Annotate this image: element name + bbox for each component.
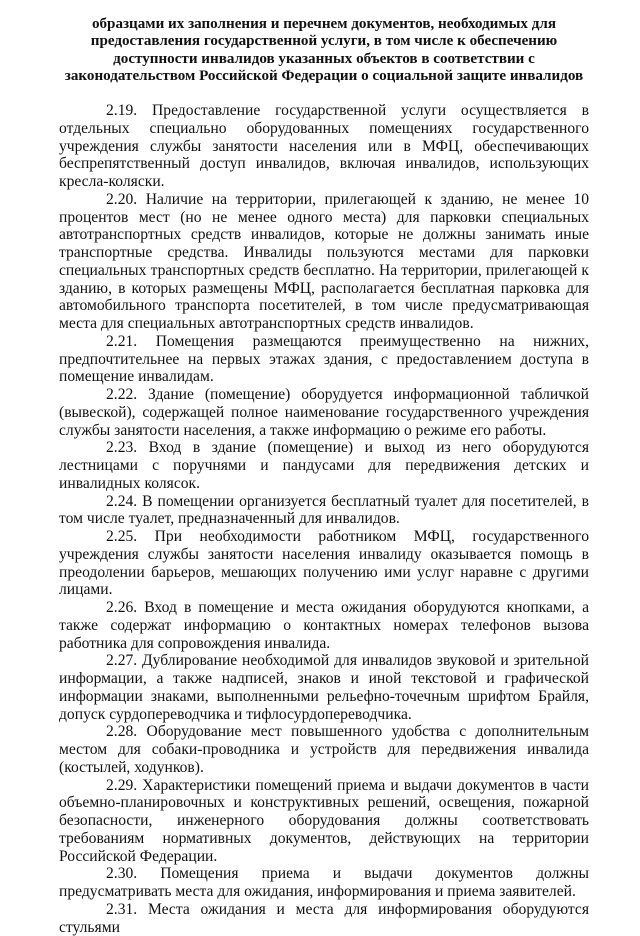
- paragraph-2-31: 2.31. Места ожидания и места для информирования оборудуются стульями: [59, 900, 589, 936]
- heading-line: предоставления государственной услуги, в том числе к обеспечению: [90, 33, 558, 50]
- document-page: [59, 16, 589, 936]
- paragraph-2-23: 2.23. Вход в здание (помещение) и выход из него оборудуются лестницами с поручнями и пандусами для передвижения детских и инвалидных колясок.: [59, 439, 589, 492]
- paragraph-2-20: 2.20. Наличие на территории, прилегающей к зданию, не менее 10 процентов мест (но не менее одного места) для парковки специальных автотранспортных средств инвалидов, которые не должны занимать иные транспортные средства. Инвалиды пользуются местами для парковки специальных транспортных средств бесплатно. На территории, прилегающей к зданию, в которых размещены МФЦ, располагается бесплатная парковка для автомобильного транспорта посетителей, в том числе предусматривающая места для специальных автотранспортных средств инвалидов.: [59, 190, 589, 333]
- paragraph-2-30: 2.30. Помещения приема и выдачи документов должны предусматривать места для ожидания, информирования и приема заявителей.: [59, 865, 589, 901]
- heading-line: доступности инвалидов указанных объектов в соответствии с: [113, 50, 535, 67]
- paragraph-2-19: 2.19. Предоставление государственной услуги осуществляется в отдельных специально оборудованных помещениях государственного учреждения службы занятости населения или в МФЦ, обеспечивающих беспрепятственный доступ инвалидов, включая инвалидов, использующих кресла-коляски.: [59, 102, 589, 191]
- paragraph-2-25: 2.25. При необходимости работником МФЦ, государственного учреждения службы занятости населения инвалиду оказывается помощь в преодолении барьеров, мешающих получению ими услуг наравне с другими лицами.: [59, 528, 589, 599]
- document-body: [59, 102, 589, 936]
- heading-line: образцами их заполнения и перечнем документов, необходимых для: [91, 16, 557, 32]
- heading-line: законодательством Российской Федерации о социальной защите инвалидов: [64, 67, 584, 84]
- paragraph-2-28: 2.28. Оборудование мест повышенного удобства с дополнительным местом для собаки-проводника и устройств для передвижения инвалида (костылей, ходунков).: [59, 723, 589, 776]
- paragraph-2-27: 2.27. Дублирование необходимой для инвалидов звуковой и зрительной информации, а также надписей, знаков и иной текстовой и графической информации знаками, выполненными рельефно-точечным шрифтом Брайля, допуск сурдопереводчика и тифлосурдопереводчика.: [59, 652, 589, 723]
- paragraph-2-21: 2.21. Помещения размещаются преимущественно на нижних, предпочтительнее на первых этажах здания, с предоставлением доступа в помещение инвалидам.: [59, 332, 589, 386]
- paragraph-2-26: 2.26. Вход в помещение и места ожидания оборудуются кнопками, а также содержат информацию о контактных номерах телефонов вызова работника для сопровождения инвалида.: [59, 599, 589, 652]
- section-heading: [59, 16, 589, 85]
- paragraph-2-24: 2.24. В помещении организуется бесплатный туалет для посетителей, в том числе туалет, предназначенный для инвалидов.: [59, 492, 589, 528]
- paragraph-2-29: 2.29. Характеристики помещений приема и выдачи документов в части объемно-планировочных и конструктивных решений, освещения, пожарной безопасности, инженерного оборудования должны соответствовать требованиям нормативных документов, действующих на территории Российской Федерации.: [59, 776, 589, 865]
- paragraph-2-22: 2.22. Здание (помещение) оборудуется информационной табличкой (вывеской), содержащей полное наименование государственного учреждения службы занятости населения, а также информацию о режиме его работы.: [59, 386, 589, 439]
